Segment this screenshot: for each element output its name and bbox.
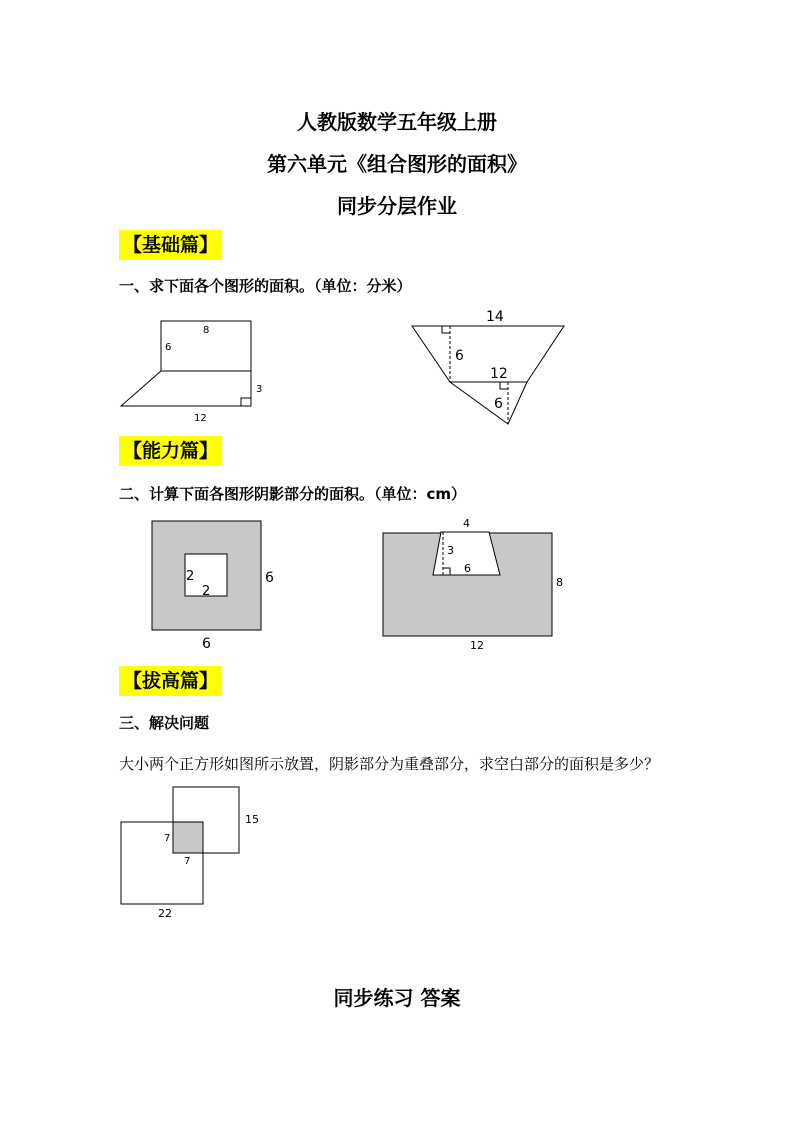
doc-title-line2: 第六单元《组合图形的面积》 bbox=[267, 152, 527, 176]
figure-overlapping-squares bbox=[112, 780, 272, 925]
section-advanced-tag: 【拔高篇】 bbox=[119, 666, 222, 696]
fig2-label-top: 14 bbox=[486, 309, 504, 325]
fig4-label-height: 3 bbox=[447, 544, 454, 557]
doc-title-line3: 同步分层作业 bbox=[337, 194, 457, 218]
fig4-label-top: 4 bbox=[463, 517, 470, 530]
section-ability-tag: 【能力篇】 bbox=[119, 436, 222, 466]
fig1-label-bottom: 12 bbox=[194, 413, 207, 424]
fig1-label-top: 8 bbox=[203, 325, 210, 336]
fig3-label-outer-bottom: 6 bbox=[202, 636, 211, 652]
fig5-overlap-shaded bbox=[173, 822, 203, 853]
figure-rectangle-notch bbox=[378, 512, 578, 652]
fig2-right-angle-mark-1 bbox=[442, 326, 450, 333]
fig1-label-right: 3 bbox=[256, 384, 263, 395]
figure-square-hollow bbox=[145, 515, 285, 655]
fig4-label-right: 8 bbox=[556, 576, 563, 589]
question-3-text: 大小两个正方形如图所示放置，阴影部分为重叠部分，求空白部分的面积是多少？ bbox=[119, 755, 660, 773]
fig5-label-small-bottom: 22 bbox=[158, 907, 172, 920]
fig2-right-angle-mark-2 bbox=[500, 382, 508, 389]
fig2-label-mid: 12 bbox=[490, 366, 508, 382]
question-1: 一、求下面各个图形的面积。（单位：分米） bbox=[119, 277, 412, 295]
figure-trapezoid-triangle bbox=[405, 300, 575, 435]
question-3: 三、解决问题 bbox=[119, 714, 210, 732]
fig4-label-bottom: 12 bbox=[470, 639, 484, 652]
section-basic-tag: 【基础篇】 bbox=[119, 230, 222, 260]
fig2-triangle bbox=[450, 382, 527, 424]
fig2-label-height2: 6 bbox=[494, 396, 503, 412]
fig2-label-height1: 6 bbox=[455, 348, 464, 364]
fig2-trapezoid bbox=[412, 326, 564, 382]
fig1-label-left: 6 bbox=[165, 342, 172, 353]
fig5-label-overlap-bottom: 7 bbox=[184, 856, 191, 867]
fig1-right-angle-mark bbox=[241, 398, 251, 406]
fig3-label-inner-bottom: 2 bbox=[202, 584, 211, 599]
doc-title-line1: 人教版数学五年级上册 bbox=[297, 110, 497, 134]
figure-rect-trapezoid bbox=[110, 315, 280, 430]
fig1-trapezoid bbox=[121, 371, 251, 406]
fig3-label-inner-left: 2 bbox=[186, 569, 195, 584]
fig3-label-outer-right: 6 bbox=[265, 570, 274, 586]
fig5-label-overlap-left: 7 bbox=[164, 833, 171, 844]
fig4-label-bottom-base: 6 bbox=[464, 562, 471, 575]
answer-section-title: 同步练习 答案 bbox=[333, 986, 461, 1010]
fig5-label-big-right: 15 bbox=[245, 813, 259, 826]
question-2: 二、计算下面各图形阴影部分的面积。（单位：cm） bbox=[119, 485, 467, 503]
